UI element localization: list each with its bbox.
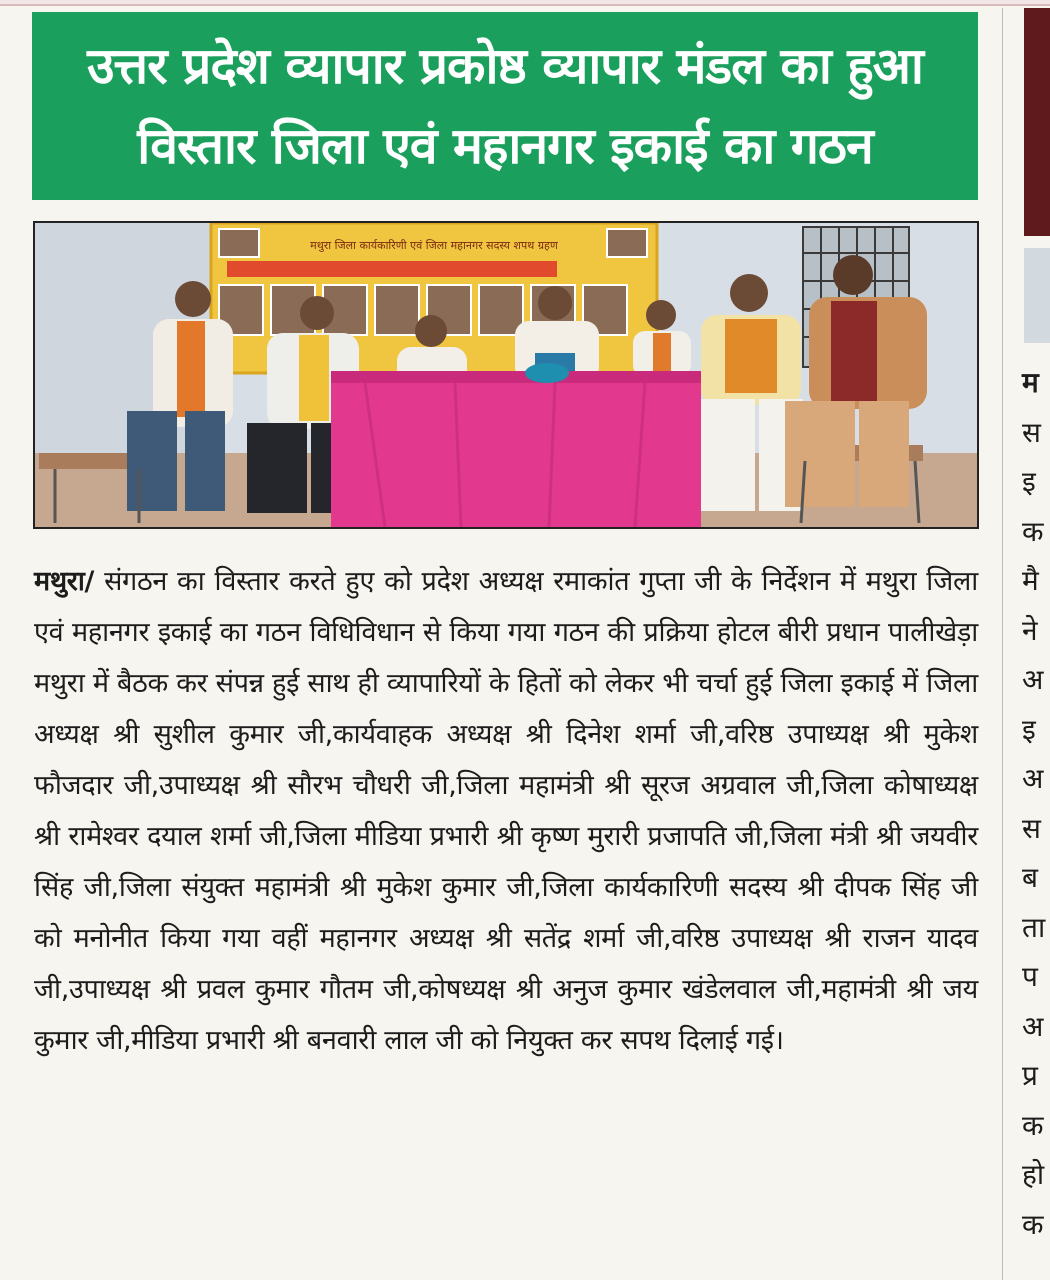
headline-box xyxy=(32,12,978,200)
top-rule xyxy=(0,0,1050,6)
column-divider xyxy=(1002,8,1003,1280)
article-body xyxy=(34,556,978,1066)
fragment: इ xyxy=(1022,712,1036,746)
adjacent-column xyxy=(1002,0,1050,1280)
article-text: संगठन का विस्तार करते हुए को प्रदेश अध्यक्ष रमाकांत गुप्ता जी के निर्देशन में मथुरा जिला एवं महानगर इकाई का गठन विधिविधान से किया गया गठन की प्रक्रिया होटल बीरी प्रधान पालीखेड़ा मथुरा में बैठक कर संपन्न हुई साथ ही व्यापारियों के हितों को लेकर भी चर्चा हुई जिला इकाई में जिला अध्यक्ष श्री सुशील कुमार जी,कार्यवाहक अध्यक्ष श्री दिनेश शर्मा जी,वरिष्ठ उपाध्यक्ष श्री मुकेश फौजदार जी,उपाध्यक्ष श्री सौरभ चौधरी जी,जिला महामंत्री श्री सूरज अग्रवाल जी,जिला कोषाध्यक्ष श्री रामेश्वर दयाल शर्मा जी,जिला मीडिया प्रभारी श्री कृष्ण मुरारी प्रजापति जी,जिला मंत्री श्री जयवीर सिंह जी,जिला संयुक्त महामंत्री श्री मुकेश कुमार जी,जिला कार्यकारिणी सदस्य श्री दीपक सिंह जी को मनोनीत किया गया वहीं महानगर अध्यक्ष श्री सतेंद्र शर्मा जी,वरिष्ठ उपाध्यक्ष श्री राजन यादव जी,उपाध्यक्ष श्री प्रवल कुमार गौतम जी,कोषध्यक्ष श्री अनुज कुमार खंडेलवाल जी,महामंत्री श्री जय कुमार जी,मीडिया प्रभारी श्री बनवारी लाल जी को नियुक्त कर सपथ दिलाई गई। xyxy=(34,566,978,1056)
banner-text: मथुरा जिला कार्यकारिणी एवं जिला महानगर सदस्य शपथ ग्रहण xyxy=(310,239,558,252)
adjacent-light-block xyxy=(1024,248,1050,343)
fragment: ब xyxy=(1022,861,1038,894)
fragment: स xyxy=(1022,811,1041,845)
pink-table xyxy=(331,363,701,527)
fragment: क xyxy=(1022,514,1044,548)
adjacent-text-fragments xyxy=(1022,358,1050,1249)
fragment: म xyxy=(1022,366,1039,399)
fragment: स xyxy=(1022,415,1041,449)
fragment: अ xyxy=(1022,762,1044,795)
fragment: मै xyxy=(1022,564,1039,597)
dateline: मथुरा/ xyxy=(34,566,95,597)
fragment: इ xyxy=(1022,465,1036,498)
fragment: ता xyxy=(1022,910,1046,944)
fragment: हो xyxy=(1022,1158,1045,1191)
fragment: ने xyxy=(1022,613,1038,647)
fragment: क xyxy=(1022,1108,1044,1142)
adjacent-dark-block xyxy=(1024,8,1050,236)
fragment: प्र xyxy=(1022,1059,1038,1092)
news-photo xyxy=(33,221,979,529)
fragment: अ xyxy=(1022,663,1044,696)
meeting-photo-illustration xyxy=(35,223,977,527)
fragment: प xyxy=(1022,960,1038,993)
headline-line-1: उत्तर प्रदेश व्यापार प्रकोष्ठ व्यापार मंडल का हुआ xyxy=(87,37,923,95)
fragment: अ xyxy=(1022,1009,1044,1043)
fragment: क xyxy=(1022,1207,1044,1241)
headline-line-2: विस्तार जिला एवं महानगर इकाई का गठन xyxy=(137,117,873,175)
